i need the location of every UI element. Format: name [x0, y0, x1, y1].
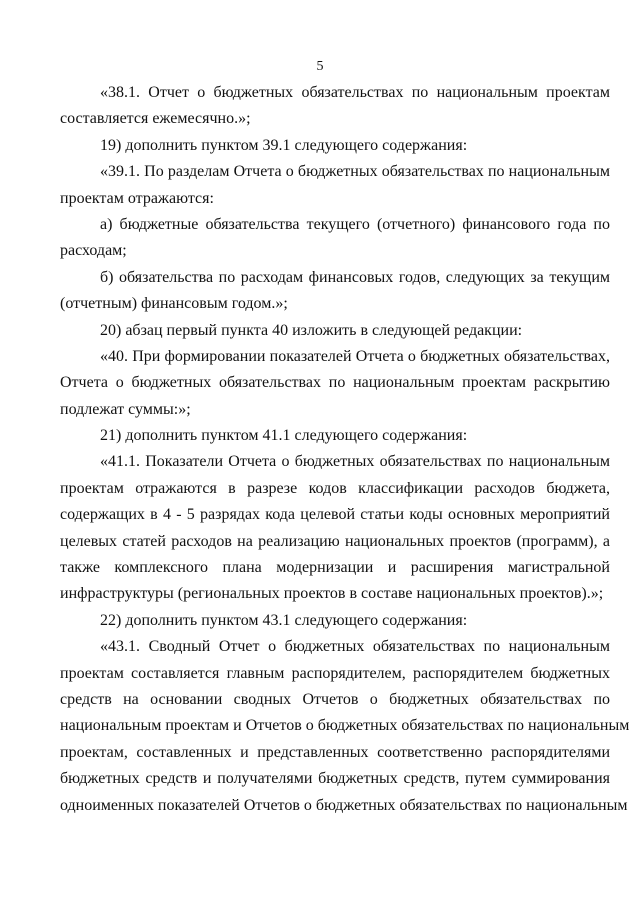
text-line: проектам составляется главным распорядителем, распорядителем бюджетных — [60, 664, 610, 682]
document-body — [60, 84, 630, 823]
text-line: национальным проектам и Отчетов о бюджетных обязательствах по национальным — [60, 717, 630, 735]
text-line: проектам отражаются в разрезе кодов классификации расходов бюджета, — [60, 479, 610, 497]
text-line: 20) абзац первый пункта 40 изложить в следующей редакции: — [100, 321, 523, 339]
text-line: 22) дополнить пунктом 43.1 следующего содержания: — [100, 611, 468, 629]
text-line: «39.1. По разделам Отчета о бюджетных обязательствах по национальным — [100, 163, 610, 181]
text-line: «40. При формировании показателей Отчета о бюджетных обязательствах, — [100, 347, 610, 365]
text-line: «43.1. Сводный Отчет о бюджетных обязательствах по национальным — [100, 638, 610, 656]
text-line: инфраструктуры (региональных проектов в составе национальных проектов).»; — [60, 585, 604, 603]
text-line: 21) дополнить пунктом 41.1 следующего содержания: — [100, 427, 468, 445]
text-line: «38.1. Отчет о бюджетных обязательствах по национальным проектам — [100, 84, 610, 101]
text-line: одноименных показателей Отчетов о бюджетных обязательствах по национальным — [60, 796, 628, 814]
text-line: расходам; — [60, 242, 127, 260]
text-line: бюджетных средств и получателями бюджетных средств, путем суммирования — [60, 770, 610, 788]
text-line: 19) дополнить пунктом 39.1 следующего содержания: — [100, 136, 468, 154]
text-line: также комплексного плана модернизации и расширения магистральной — [60, 559, 610, 577]
text-line: Отчета о бюджетных обязательствах по национальным проектам раскрытию — [60, 374, 610, 392]
text-line: (отчетным) финансовым годом.»; — [60, 295, 288, 313]
text-line: подлежат суммы:»; — [60, 400, 191, 418]
text-line: проектам отражаются: — [60, 189, 214, 207]
text-line: средств на основании сводных Отчетов о бюджетных обязательствах по — [60, 690, 610, 708]
text-line: б) обязательства по расходам финансовых годов, следующих за текущим — [100, 268, 610, 286]
page-number: 5 — [316, 59, 324, 74]
text-line: целевых статей расходов на реализацию национальных проектов (программ), а — [60, 532, 610, 550]
text-line: а) бюджетные обязательства текущего (отчетного) финансового года по — [100, 215, 610, 233]
text-line: содержащих в 4 - 5 разрядах кода целевой статьи коды основных мероприятий — [60, 506, 610, 524]
text-line: «41.1. Показатели Отчета о бюджетных обязательствах по национальным — [100, 453, 610, 471]
text-line: проектам, составленных и представленных соответственно распорядителями — [60, 743, 610, 761]
text-line: составляется ежемесячно.»; — [60, 110, 251, 128]
